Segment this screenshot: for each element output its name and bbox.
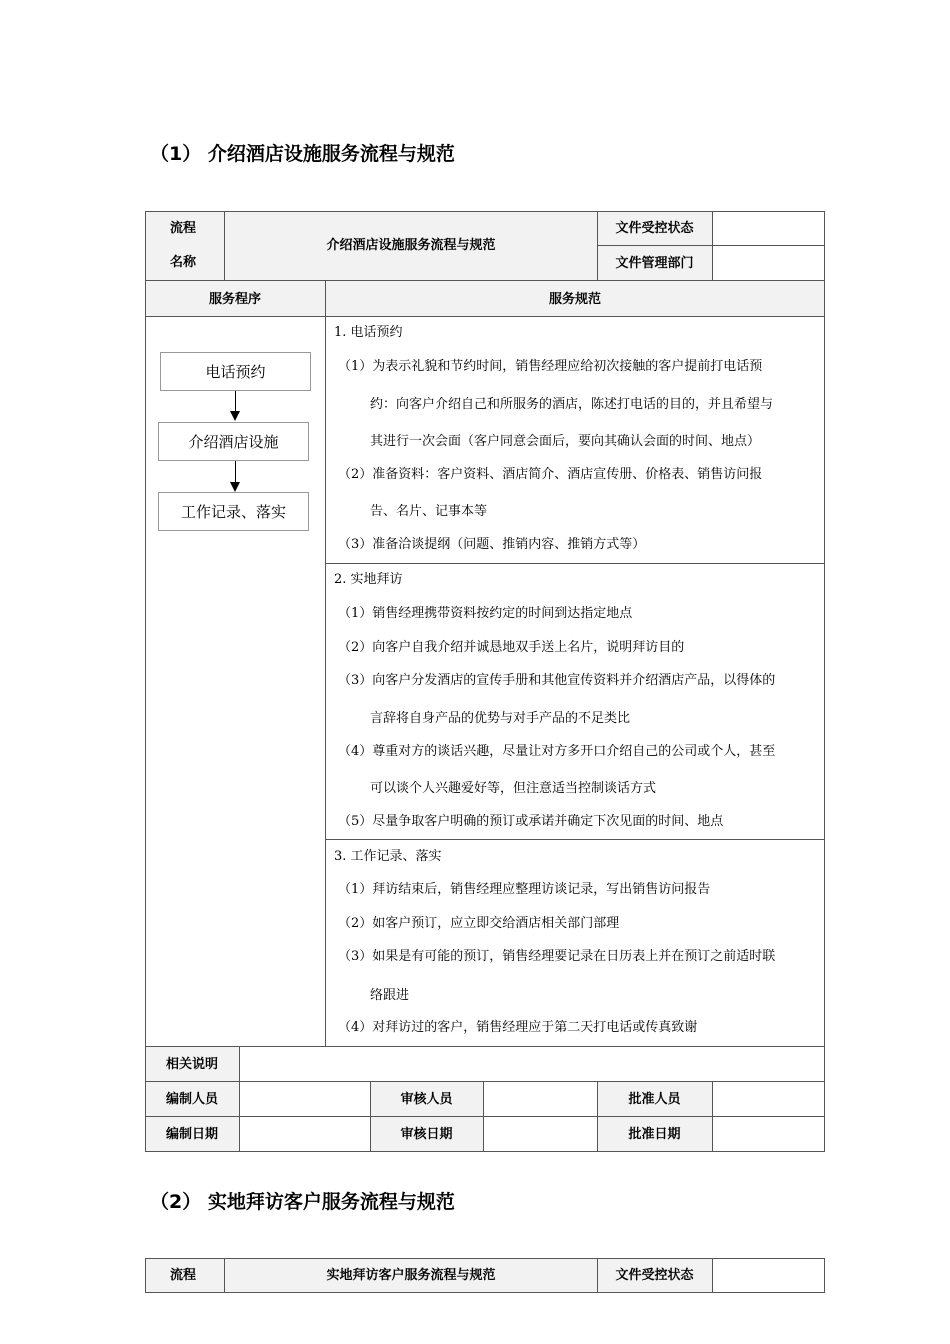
block2-line: （5）尽量争取客户明确的预订或承诺并确定下次见面的时间、地点 <box>338 814 724 829</box>
block1-line: 约：向客户介绍自己和所服务的酒店，陈述打电话的目的，并且希望与 <box>370 397 774 412</box>
process-label-2: 名称 <box>170 255 197 270</box>
reviewer-label: 审核人员 <box>400 1092 453 1107</box>
status-label: 文件受控状态 <box>615 221 694 236</box>
block2-line: （1）销售经理携带资料按约定的时间到达指定地点 <box>338 606 633 621</box>
editor-label: 编制人员 <box>165 1092 218 1107</box>
col-standard-header: 服务规范 <box>548 292 601 307</box>
block1-title: 1. 电话预约 <box>334 325 403 340</box>
process-name: 介绍酒店设施服务流程与规范 <box>326 238 496 253</box>
block1-line: 其进行一次会面（客户同意会面后，要向其确认会面的时间、地点） <box>370 434 761 449</box>
block2-line: （4）尊重对方的谈话兴趣，尽量让对方多开口介绍自己的公司或个人，甚至 <box>338 744 776 759</box>
section2-heading: （2） 实地拜访客户服务流程与规范 <box>150 1191 455 1213</box>
block2-line: （3）向客户分发酒店的宣传手册和其他宣传资料并介绍酒店产品，以得体的 <box>338 673 776 688</box>
section2-process-name: 实地拜访客户服务流程与规范 <box>326 1268 496 1283</box>
section1-heading: （1） 介绍酒店设施服务流程与规范 <box>150 143 455 165</box>
edit-date-label: 编制日期 <box>165 1127 218 1142</box>
block3-title: 3. 工作记录、落实 <box>334 849 442 864</box>
flow-connector-2 <box>235 461 236 482</box>
block1-line: （3）准备洽谈提纲（问题、推销内容、推销方式等） <box>338 537 646 552</box>
block2-line: （2）向客户自我介绍并诚恳地双手送上名片，说明拜访目的 <box>338 640 685 655</box>
block3-line: 络跟进 <box>370 988 410 1003</box>
col-program-header: 服务程序 <box>208 292 261 307</box>
section2-status-label: 文件受控状态 <box>615 1268 694 1283</box>
block3-line: （3）如果是有可能的预订，销售经理要记录在日历表上并在预订之前适时联 <box>338 949 776 964</box>
block2-title: 2. 实地拜访 <box>334 572 403 587</box>
review-date-label: 审核日期 <box>400 1127 453 1142</box>
note-label: 相关说明 <box>165 1057 218 1072</box>
approver-label: 批准人员 <box>628 1092 681 1107</box>
arrow-down-icon <box>230 482 240 492</box>
process-label-1: 流程 <box>170 221 197 236</box>
block2-line: 言辞将自身产品的优势与对手产品的不足类比 <box>370 711 631 726</box>
block1-line: 告、名片、记事本等 <box>370 504 488 519</box>
arrow-down-icon <box>230 411 240 421</box>
block3-line: （1）拜访结束后，销售经理应整理访谈记录，写出销售访问报告 <box>338 882 711 897</box>
block1-line: （1）为表示礼貌和节约时间，销售经理应给初次接触的客户提前打电话预 <box>338 359 763 374</box>
flow-connector-1 <box>235 391 236 411</box>
flow-step-1: 电话预约 <box>160 352 311 391</box>
block3-line: （2）如客户预订，应立即交给酒店相关部门部理 <box>338 916 620 931</box>
flow-step-2: 介绍酒店设施 <box>158 422 309 461</box>
approve-date-label: 批准日期 <box>628 1127 681 1142</box>
block1-line: （2）准备资料：客户资料、酒店简介、酒店宣传册、价格表、销售访问报 <box>338 467 763 482</box>
dept-label: 文件管理部门 <box>615 256 694 271</box>
section2-process-label: 流程 <box>170 1268 197 1283</box>
flow-step-3: 工作记录、落实 <box>158 492 309 531</box>
block3-line: （4）对拜访过的客户，销售经理应于第二天打电话或传真致谢 <box>338 1020 698 1035</box>
block2-line: 可以谈个人兴趣爱好等，但注意适当控制谈话方式 <box>370 781 657 796</box>
